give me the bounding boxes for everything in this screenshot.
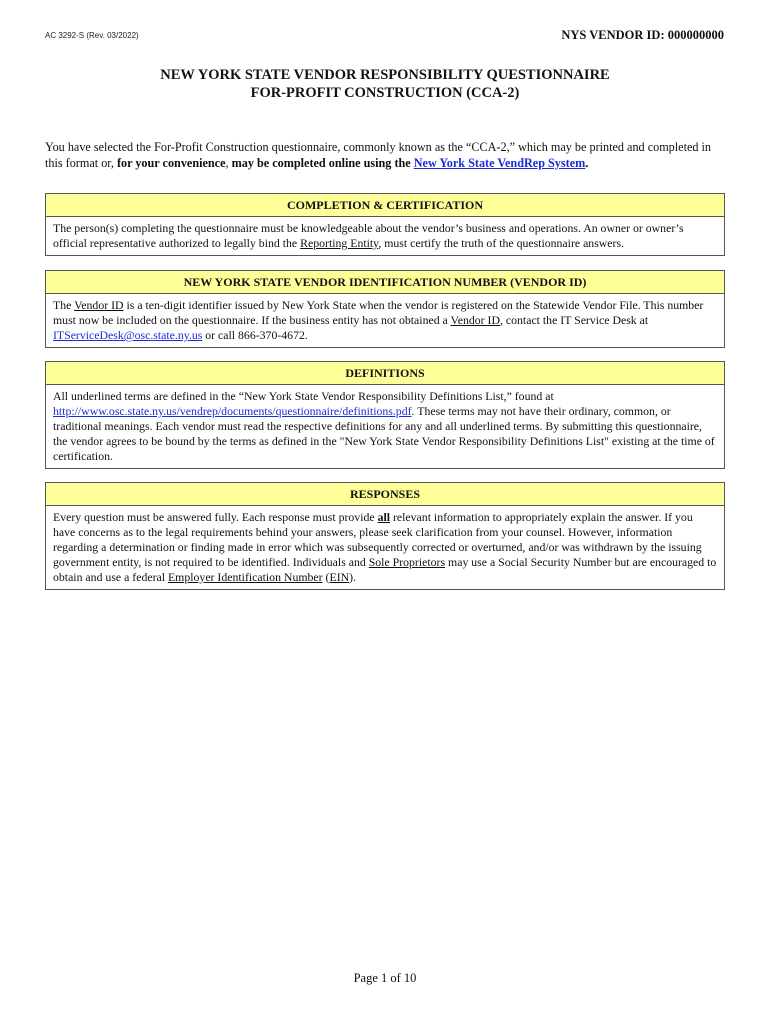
- definitions-section: [45, 361, 725, 469]
- responses-heading: RESPONSES: [46, 483, 724, 506]
- vendor-id-header: NYS VENDOR ID: 000000000: [561, 28, 724, 42]
- page-title: NEW YORK STATE VENDOR RESPONSIBILITY QUESTIONNAIRE: [160, 67, 610, 83]
- responses-text: Every question must be answered fully. Each response must provide all relevant information to appropriately explain the answer. If you have concerns as to the legal requirements behind your answers, please seek clarification from your counsel. However, information regarding a determination or finding made in error which was subsequently corrected or overturned, and/or was withdrawn by the issuing government entity, is not required to be identified. Individuals and Sole Proprietors may use a Social Security Number but are encouraged to obtain and use a federal Employer Identification Number (EIN).: [53, 510, 717, 584]
- definitions-url-link[interactable]: http://www.osc.state.ny.us/vendrep/documents/questionnaire/definitions.pdf: [53, 404, 412, 418]
- completion-section: [45, 193, 725, 256]
- vendor-id-heading: NEW YORK STATE VENDOR IDENTIFICATION NUMBER (VENDOR ID): [46, 271, 724, 294]
- vendor-id-text: The Vendor ID is a ten-digit identifier issued by New York State when the vendor is registered on the Statewide Vendor File. This number must now be included on the questionnaire. If the business entity has not obtained a Vendor ID, contact the IT Service Desk at ITServiceDesk@osc.state.ny.us or call 866-370-4672.: [53, 298, 704, 342]
- form-code: AC 3292-S (Rev. 03/2022): [45, 31, 139, 40]
- term-reporting-entity: Reporting Entity: [300, 236, 379, 250]
- term-sole-proprietors: Sole Proprietors: [368, 555, 446, 569]
- responses-section: [45, 482, 725, 590]
- vendrep-system-link[interactable]: New York State VendRep System: [413, 156, 586, 170]
- definitions-text: All underlined terms are defined in the “New York State Vendor Responsibility Definitions List,” found at http://www.osc.state.ny.us/vendrep/documents/questionnaire/definitions.pdf. These terms may not have their ordinary, common, or traditional meanings. Each vendor must read the respective definitions for any and all underlined terms. By submitting this questionnaire, the vendor agrees to be bound by the terms as defined in the "New York State Vendor Responsibility Definitions List" existing at the time of certification.: [53, 389, 715, 463]
- completion-heading: COMPLETION & CERTIFICATION: [46, 194, 724, 217]
- intro-paragraph: You have selected the For-Profit Construction questionnaire, commonly known as the “CCA-2,” which may be printed and completed in this format or, for your convenience, may be completed online using the New York State VendRep System.: [45, 140, 711, 170]
- it-service-desk-email-link[interactable]: ITServiceDesk@osc.state.ny.us: [53, 328, 203, 342]
- term-vendor-id: Vendor ID: [450, 313, 500, 327]
- page-number: Page 1 of 10: [353, 971, 417, 985]
- term-ein: EIN: [329, 570, 350, 584]
- page-subtitle: FOR-PROFIT CONSTRUCTION (CCA-2): [250, 85, 520, 101]
- completion-text: The person(s) completing the questionnaire must be knowledgeable about the vendor’s business and operations. An owner or owner’s official representative authorized to legally bind the Reporting Entity, must certify the truth of the questionnaire answers.: [53, 221, 684, 250]
- vendor-id-section: [45, 270, 725, 348]
- definitions-heading: DEFINITIONS: [46, 362, 724, 385]
- term-vendor-id: Vendor ID: [74, 298, 124, 312]
- term-ein-full: Employer Identification Number: [167, 570, 323, 584]
